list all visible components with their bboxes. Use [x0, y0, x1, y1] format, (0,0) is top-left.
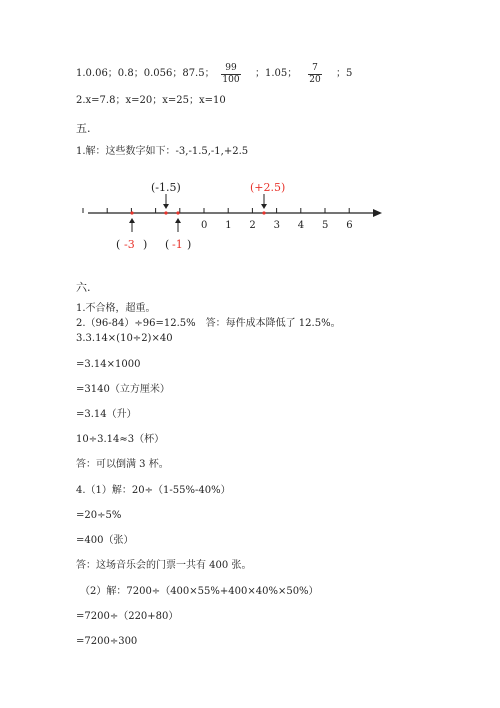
- fraction-numerator: 7: [308, 63, 322, 75]
- down-arrow-icon: [261, 204, 267, 209]
- answer-line-2: 2.x=7.8；x=20；x=25；x=10: [76, 95, 226, 106]
- answer-line: 1.不合格，超重。: [76, 303, 156, 314]
- tick-label: 0: [201, 220, 208, 231]
- label-neg15-text: (-1.5): [151, 181, 181, 194]
- answer-line: =400（张）: [76, 535, 134, 546]
- answer-line: 10÷3.14≈3（杯）: [76, 434, 165, 445]
- tick-label: 1: [225, 220, 232, 231]
- tick-label: 5: [322, 220, 329, 231]
- answer-text-1b-span: ；1.05；: [255, 68, 298, 79]
- answer-line: =7200÷（220+80）: [76, 611, 179, 622]
- tick-label: 4: [297, 220, 305, 231]
- fraction-99-100: [221, 63, 241, 86]
- label-neg15: [151, 181, 181, 194]
- point-dot: [164, 211, 167, 214]
- fraction-denominator: 20: [309, 75, 321, 85]
- label-paren-left: (: [165, 238, 170, 251]
- label-neg3: -3: [124, 238, 135, 251]
- answer-text-1b: [255, 68, 297, 80]
- fraction-7-20: [308, 63, 322, 86]
- axis-arrow-icon: [373, 209, 382, 217]
- answer-line: =3.14×1000: [76, 359, 141, 370]
- label-paren-right: ): [143, 238, 148, 251]
- up-arrow-icon: [175, 218, 181, 223]
- answer-line: 答：这场音乐会的门票一共有 400 张。: [76, 560, 252, 571]
- label-paren-left: (: [116, 238, 121, 251]
- label-paren-right: ): [187, 238, 192, 251]
- tick-label: 3: [273, 220, 280, 231]
- point-dot: [176, 211, 179, 214]
- answer-line-1: [76, 68, 215, 80]
- answer-line: 3.3.14×(10÷2)×40: [76, 333, 173, 344]
- tick-marks: [83, 208, 349, 213]
- answer-line: =20÷5%: [76, 510, 122, 521]
- answer-line: 答：可以倒满 3 杯。: [76, 459, 169, 470]
- answer-line-3: 1.解：这些数字如下：-3,-1.5,-1,+2.5: [76, 146, 249, 157]
- answer-line: （2）解：7200÷（400×55%+400×40%×50%）: [80, 586, 319, 597]
- number-line-figure: [0, 180, 500, 260]
- answer-text-1c-span: ；5: [336, 68, 353, 79]
- label-pos25: (+2.5): [250, 181, 286, 194]
- answer-line: 4.（1）解：20÷（1-55%-40%）: [76, 485, 231, 496]
- tick-label: 2: [249, 220, 256, 231]
- answer-text-1a: 1.0.06；0.8；0.056；87.5；: [76, 68, 215, 79]
- fraction-numerator: 99: [221, 63, 241, 75]
- answer-line: =3140（立方厘米）: [76, 384, 170, 395]
- section-heading-5: 五.: [76, 122, 91, 135]
- tick-label: 6: [346, 220, 353, 231]
- up-arrow-icon: [129, 218, 135, 223]
- point-pos25: [250, 181, 285, 215]
- answer-text-1c: [336, 68, 352, 80]
- down-arrow-icon: [163, 204, 169, 209]
- answer-line: =7200÷300: [76, 636, 138, 647]
- answer-line: =3.14（升）: [76, 409, 137, 420]
- point-dot: [262, 211, 265, 214]
- tick-labels: [201, 220, 353, 231]
- answer-line: 2.（96-84）÷96=12.5% 答：每件成本降低了 12.5%。: [76, 318, 341, 329]
- point-dot: [130, 211, 133, 214]
- point-neg3: [116, 211, 147, 251]
- fraction-denominator: 100: [222, 75, 240, 85]
- label-neg1: -1: [172, 238, 183, 251]
- point-neg1: [165, 211, 191, 251]
- section-heading-6: 六.: [76, 281, 91, 294]
